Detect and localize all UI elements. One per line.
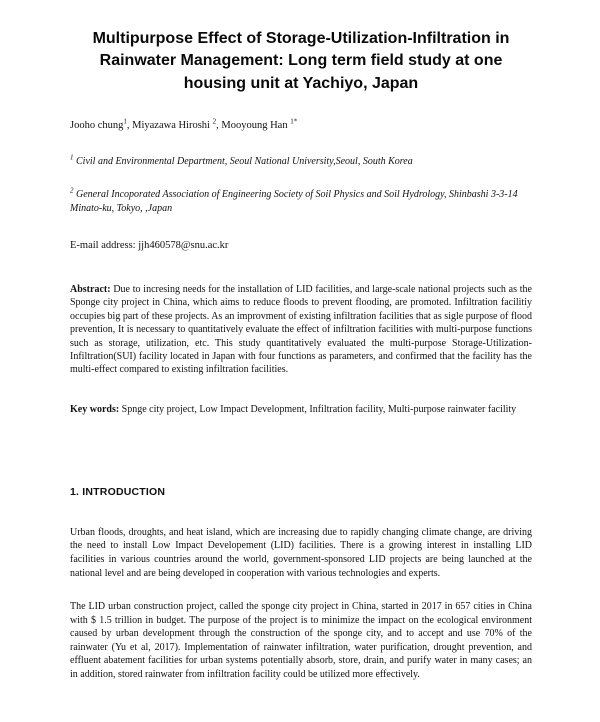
section-heading-introduction: 1. INTRODUCTION <box>70 486 166 499</box>
affiliation-marker: 1 <box>70 153 74 162</box>
email-address-line: E-mail address: jjh460578@snu.ac.kr <box>70 240 229 252</box>
author-separator: , <box>216 120 222 132</box>
author-name: Miyazawa Hiroshi <box>132 120 213 132</box>
introduction-paragraph-1: Urban floods, droughts, and heat island, which are increasing due to rapidly changing climate change, are driving the need to install Low Impact Developement (LID) facilities. There is a growing interest in installing LID facilities in various countries around the world, government-sponsored LID projects are being launched at the national level and are being developed in cooperation with various technologies and experts. <box>70 526 532 579</box>
affiliation-1 <box>70 155 532 169</box>
author-affiliation-marker: 1* <box>290 117 298 126</box>
author-separator: , <box>126 120 133 132</box>
paper-title: Multipurpose Effect of Storage-Utilization-Infiltration in Rainwater Management: Long term field study at one housing unit at Yachiyo, Japan <box>92 30 510 92</box>
affiliation-text: General Incoporated Association of Engineering Society of Soil Physics and Soil Hydrology, Shinbashi 3-3-14 Minato-ku, Tokyo, ,Japan <box>70 189 518 214</box>
author-affiliation-marker: 1 <box>123 117 127 126</box>
abstract-text: Due to incresing needs for the installation of LID facilities, and large-scale national projects such as the Sponge city project in China, which aims to reduce floods to prevent flooding, are promoted. Infiltration facilitiy occupies big part of these projects. As an improvment of existing infiltration facilities that as sigle purpose of flood prevention, It is necessary to quantitatively evaluate the effect of infiltration facilities with multi-purpose functions such as storage, utilization, etc. This study quantitatively evaluated the multi-purpose Storage-Utilization-Infiltration(SUI) facility located in Japan with four functions as parameters, and confirmed that the facility has the multi-effect compared to existing infiltration facilities. <box>70 283 532 376</box>
affiliation-text: Civil and Environmental Department, Seoul National University,Seoul, South Korea <box>73 155 413 167</box>
abstract-label: Abstract: <box>70 283 111 295</box>
affiliation-2 <box>70 188 532 215</box>
author-name: Jooho chung <box>70 120 124 132</box>
keywords-label: Key words: <box>70 403 120 415</box>
author-name: Mooyoung Han <box>221 120 291 132</box>
keywords-paragraph <box>70 403 532 416</box>
author-affiliation-marker: 2 <box>212 117 217 126</box>
abstract-paragraph <box>70 283 532 377</box>
introduction-paragraph-2: The LID urban construction project, called the sponge city project in China, started in 2017 in 657 cities in China with $ 1.5 trillion in budget. The purpose of the project is to minimize the impact on the ecological environment caused by urban development through the construction of the sponge city, and to accept and use 70% of the rainwater (Yu et al, 2017). Implementation of rainwater infiltration, water purification, drought prevention, and effluent abatement facilities for urban systems potentially absorb, store, drain, and purify water in many cases; an in addition, stored rainwater from infiltration facility could be utilized more effectively. <box>70 601 532 681</box>
affiliation-marker: 2 <box>70 186 74 195</box>
keywords-text: Spnge city project, Low Impact Development, Infiltration facility, Multi-purpose rainwater facility <box>119 403 517 415</box>
author-line <box>70 119 532 133</box>
